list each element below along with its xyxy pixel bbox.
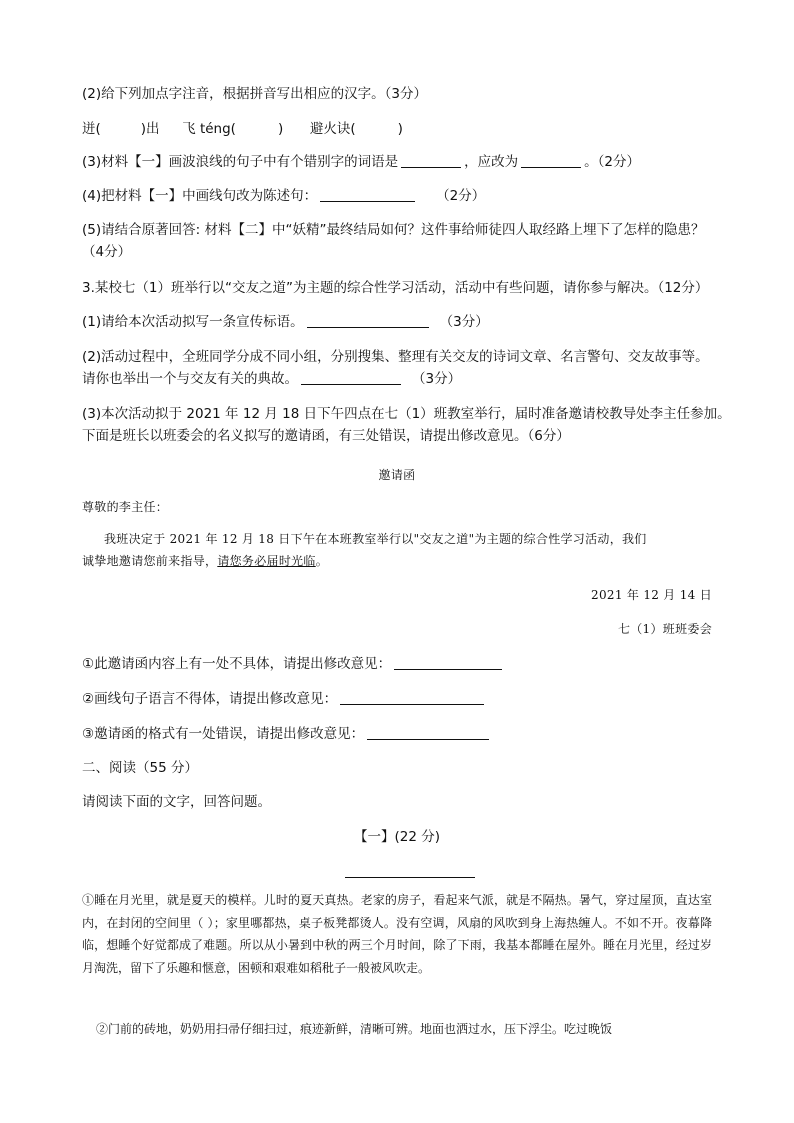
answer-blank-item-3[interactable] <box>367 725 489 740</box>
item-2-post: ) <box>277 121 284 137</box>
question-3-2-line2 <box>82 368 712 390</box>
question-2-4-text: (4)把材料【一】中画线句改为陈述句： <box>82 188 318 204</box>
letter-title: 邀请函 <box>378 468 416 482</box>
passage-paragraph-2: ②门前的砖地，奶奶用扫帚仔细扫过，痕迹新鲜，清晰可辨。地面也洒过水，压下浮尘。吃过晚饭 <box>96 1022 613 1036</box>
letter-body-line2 <box>82 550 712 572</box>
letter-body-end: 。 <box>315 554 329 568</box>
letter-underlined-sentence: 请您务必届时光临 <box>217 554 316 568</box>
section-2-heading: 二、阅读（55 分） <box>82 760 198 776</box>
question-3-3-line2: 下面是班长以班委会的名义拟写的邀请函，有三处错误，请提出修改意见。（6分） <box>82 428 570 444</box>
question-3-item-2 <box>82 688 712 710</box>
question-3-1-score: （3分） <box>439 314 489 330</box>
question-2-5-line2: （4分） <box>82 244 132 260</box>
letter-signature: 七（1）班班委会 <box>617 622 712 636</box>
question-2-2-items <box>82 118 712 140</box>
letter-salutation: 尊敬的李主任： <box>82 500 169 514</box>
question-2-4-score: （2分） <box>436 188 486 204</box>
item-1-post: )出 <box>140 121 160 137</box>
item-2-pre: 飞 téng( <box>182 121 236 137</box>
question-3-2-line1: (2)活动过程中，全班同学分成不同小组，分别搜集、整理有关交友的诗词文章、名言警句、交友故事等。 <box>82 349 709 365</box>
question-2-5-line1: (5)请结合原著回答: 材料【二】中“妖精”最终结局如何？这件事给师徒四人取经路上埋下了怎样的隐患？ <box>82 222 705 238</box>
question-3-item-3 <box>82 723 712 745</box>
question-2-2-prompt: (2)给下列加点字注音，根据拼音写出相应的汉字。（3分） <box>82 86 427 102</box>
section-2-instruction: 请阅读下面的文字，回答问题。 <box>82 794 271 810</box>
answer-blank-slogan[interactable] <box>307 313 429 328</box>
answer-blank-declarative[interactable] <box>320 187 415 202</box>
answer-blank-wrong-word[interactable] <box>401 153 461 168</box>
question-3-intro: 3.某校七（1）班举行以“交友之道”为主题的综合性学习活动，活动中有些问题，请你参与解决。（12分） <box>82 280 709 296</box>
question-3-1 <box>82 311 712 333</box>
title-blank-line[interactable] <box>345 877 475 878</box>
question-3-2-text: 请你也举出一个与交友有关的典故。 <box>82 371 298 387</box>
item-3-pre: 避火诀( <box>309 121 356 137</box>
letter-body-text: 诚挚地邀请您前来指导， <box>82 554 218 568</box>
answer-blank-correction[interactable] <box>521 153 581 168</box>
question-3-1-text: (1)请给本次活动拟写一条宣传标语。 <box>82 314 304 330</box>
answer-blank-item-2[interactable] <box>340 690 484 705</box>
question-2-4 <box>82 185 712 207</box>
question-2-3 <box>82 151 712 173</box>
passage-paragraph-1: ①睡在月光里，就是夏天的模样。儿时的夏天真热。老家的房子，看起来气派，就是不隔热。暑气，穿过屋顶，直达室内，在封闭的空间里（ ）；家里哪都热，桌子板凳都烫人。没有空调，风扇的风吹到身上海热缠人。不如不开。夜幕降临，想睡个好觉都成了难题。所以从小暑到中秋的两三个月时间，除了下雨，我基本都睡在屋外。睡在月光里，经过岁月淘洗，留下了乐趣和惬意，困顿和艰难如稻秕子一般被风吹走。 <box>82 893 712 975</box>
question-2-3-score: 。（2分） <box>584 154 640 170</box>
item-1-pre: 迸( <box>82 121 101 137</box>
letter-body-line1: 我班决定于 2021 年 12 月 18 日下午在本班教室举行以"交友之道"为主题的综合性学习活动，我们 <box>104 532 647 546</box>
question-3-item-1 <box>82 653 712 675</box>
answer-blank-item-1[interactable] <box>394 655 502 670</box>
question-2-3-text: (3)材料【一】画波浪线的句子中有个错别字的词语是 <box>82 154 399 170</box>
item-2-text: ②画线句子语言不得体，请提出修改意见： <box>82 691 338 707</box>
answer-blank-allusion[interactable] <box>301 370 401 385</box>
question-3-3-line1: (3)本次活动拟于 2021 年 12 月 18 日下午四点在七（1）班教室举行，届时准备邀请校教导处李主任参加。 <box>82 406 731 422</box>
item-3-text: ③邀请函的格式有一处错误，请提出修改意见： <box>82 726 365 742</box>
letter-date: 2021 年 12 月 14 日 <box>591 588 712 602</box>
question-2-3-mid: ，应改为 <box>464 154 519 170</box>
item-1-text: ①此邀请函内容上有一处不具体，请提出修改意见： <box>82 656 392 672</box>
part-1-label: 【一】(22 分) <box>353 829 440 845</box>
question-3-2-score: （3分） <box>412 371 462 387</box>
item-3-post: ) <box>397 121 403 137</box>
